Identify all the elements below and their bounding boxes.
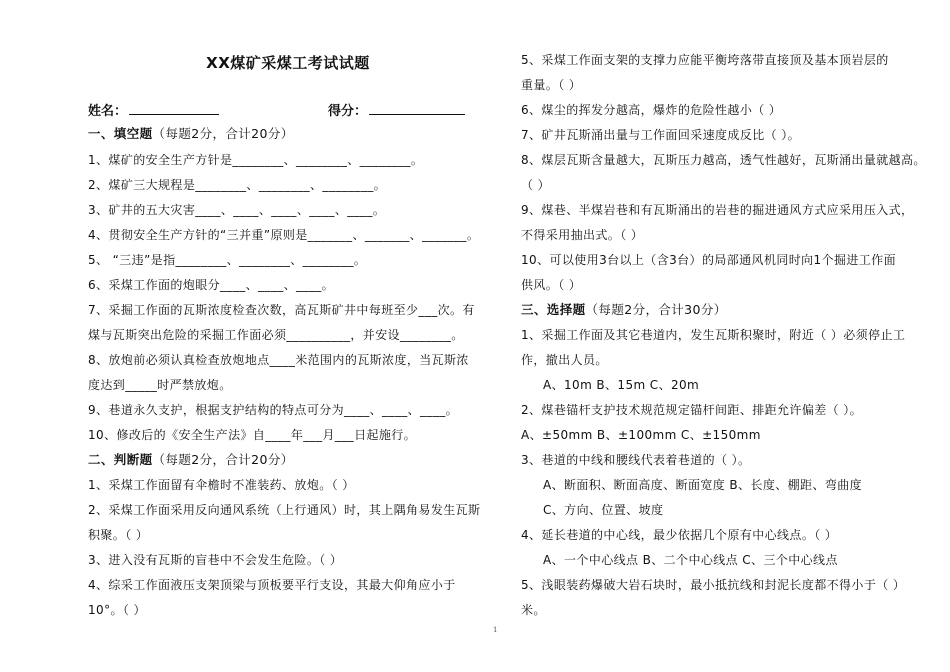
question-line: 度达到_____时严禁放炮。	[88, 378, 232, 392]
section-title: 三、选择题	[521, 302, 586, 317]
question-line: 7、采掘工作面的瓦斯浓度检查次数，高瓦斯矿井中每班至少___次。有	[88, 303, 475, 317]
section-heading	[88, 126, 294, 142]
score-field	[328, 100, 465, 119]
question-line: 8、煤层瓦斯含量越大，瓦斯压力越高，透气性越好，瓦斯涌出量就越高。	[521, 153, 926, 167]
question-line: 5、浅眼装药爆破大岩石块时，最小抵抗线和封泥长度都不得小于（ ）	[521, 578, 906, 592]
name-field	[88, 100, 219, 119]
question-line: 5、采煤工作面支架的支撑力应能平衡垮落带直接顶及基本顶岩层的	[521, 53, 889, 67]
section-title: 一、填空题	[88, 126, 153, 141]
section-scoring: （每题2分，合计20分）	[152, 452, 294, 467]
question-line: 1、采掘工作面及其它巷道内，发生瓦斯积聚时，附近（ ）必须停止工	[521, 328, 906, 342]
section-heading	[88, 452, 294, 468]
question-line: 作，撤出人员。	[521, 353, 608, 367]
question-line: 2、采煤工作面采用反向通风系统（上行通风）时，其上隅角易发生瓦斯	[88, 503, 481, 517]
question-line: 2、煤矿三大规程是________、________、________。	[88, 178, 387, 192]
question-line: 煤与瓦斯突出危险的采掘工作面必须__________，并安设________。	[88, 328, 464, 342]
section-scoring: （每题2分，合计30分）	[585, 302, 727, 317]
question-line: 9、煤巷、半煤岩巷和有瓦斯涌出的岩巷的掘进通风方式应采用压入式，	[521, 203, 914, 217]
question-line: 1、采煤工作面留有伞檐时不准装药、放炮。（ ）	[88, 478, 355, 492]
question-line: 不得采用抽出式。（ ）	[521, 228, 644, 242]
score-label: 得分：	[328, 104, 368, 119]
question-line: 4、贯彻安全生产方针的“三并重”原则是_______、_______、_______。	[88, 228, 480, 242]
question-line: 重量。（ ）	[521, 78, 582, 92]
question-line: A、断面积、断面高度、断面宽度 B、长度、棚距、弯曲度	[543, 478, 863, 492]
section-heading	[521, 302, 727, 318]
question-line: 米。	[521, 603, 546, 617]
question-line: 9、巷道永久支护，根据支护结构的特点可分为____、____、____。	[88, 403, 459, 417]
page-number: 1	[493, 626, 498, 634]
question-line: 5、 “三违”是指________、________、________。	[88, 253, 367, 267]
section-scoring: （每题2分，合计20分）	[152, 126, 294, 141]
question-line: 6、煤尘的挥发分越高，爆炸的危险性越小（ ）	[521, 103, 782, 117]
question-line: 10、修改后的《安全生产法》自____年___月___日起施行。	[88, 428, 417, 442]
question-line: 6、采煤工作面的炮眼分____、____、____。	[88, 278, 335, 292]
question-line: 8、放炮前必须认真检查放炮地点____米范围内的瓦斯浓度，当瓦斯浓	[88, 353, 469, 367]
question-line: 2、煤巷锚杆支护技术规范规定锚杆间距、排距允许偏差（ ）。	[521, 403, 863, 417]
question-line: 1、煤矿的安全生产方针是________、________、________。	[88, 153, 424, 167]
question-line: 10、可以使用3台以上（含3台）的局部通风机同时向1个掘进工作面	[521, 253, 896, 267]
question-line: 3、矿井的五大灾害____、____、____、____、____。	[88, 203, 386, 217]
page-title: XX煤矿采煤工考试试题	[206, 54, 370, 72]
name-label: 姓名：	[88, 104, 128, 119]
question-line: 7、矿井瓦斯涌出量与工作面回采速度成反比（ ）。	[521, 128, 801, 142]
score-blank[interactable]	[369, 102, 465, 115]
question-line: A、±50mm B、±100mm C、±150mm	[521, 428, 761, 442]
question-line: 供风。（ ）	[521, 278, 582, 292]
question-line: C、方向、位置、坡度	[543, 503, 664, 517]
question-line: A、一个中心线点 B、二个中心线点 C、三个中心线点	[543, 553, 838, 567]
name-blank[interactable]	[129, 102, 219, 115]
question-line: 4、延长巷道的中心线，最少依据几个原有中心线点。（ ）	[521, 528, 838, 542]
question-line: 3、进入没有瓦斯的盲巷中不会发生危险。（ ）	[88, 553, 343, 567]
question-line: 4、综采工作面液压支架顶梁与顶板要平行支设，其最大仰角应小于	[88, 578, 456, 592]
question-line: （ ）	[521, 178, 551, 192]
section-title: 二、判断题	[88, 452, 153, 467]
question-line: A、10m B、15m C、20m	[543, 378, 700, 392]
question-line: 3、巷道的中线和腰线代表着巷道的（ ）。	[521, 453, 751, 467]
question-line: 积聚。（ ）	[88, 528, 149, 542]
question-line: 10°。（ ）	[88, 603, 146, 617]
